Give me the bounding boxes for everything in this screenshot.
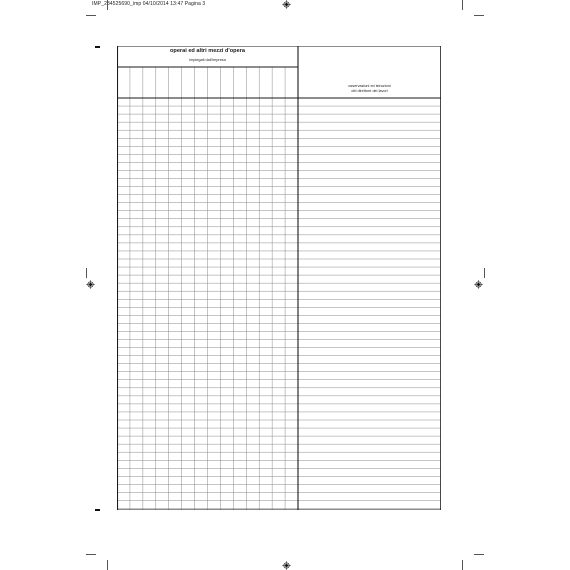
print-slug: IMP_234525690_imp 04/10/2014 13:47 Pagina 3 [92,1,206,7]
workers-column-subtitle: impiegati dall'impresa [189,58,226,62]
trim-mark [462,560,463,570]
workers-column-title: operai ed altri mezzi d'opera [169,48,245,54]
observations-label-line1: osservazioni ed istruzioni [348,84,391,88]
trim-mark [474,15,484,16]
trim-mark [107,560,108,570]
registration-mark-icon [86,280,95,289]
observations-label-line2: del direttore dei lavori [351,89,388,94]
trim-mark [107,0,108,10]
registration-mark-icon [282,561,291,570]
trim-mark [86,554,96,555]
margin-tick [95,509,100,511]
margin-tick [95,46,100,48]
registration-mark-icon [474,280,483,289]
trim-mark [462,0,463,10]
register-form [117,46,441,510]
trim-mark [484,268,485,278]
trim-mark [474,554,484,555]
observations-column-header [298,84,441,95]
trim-mark [86,268,87,278]
registration-mark-icon [282,0,291,9]
trim-mark [86,15,96,16]
